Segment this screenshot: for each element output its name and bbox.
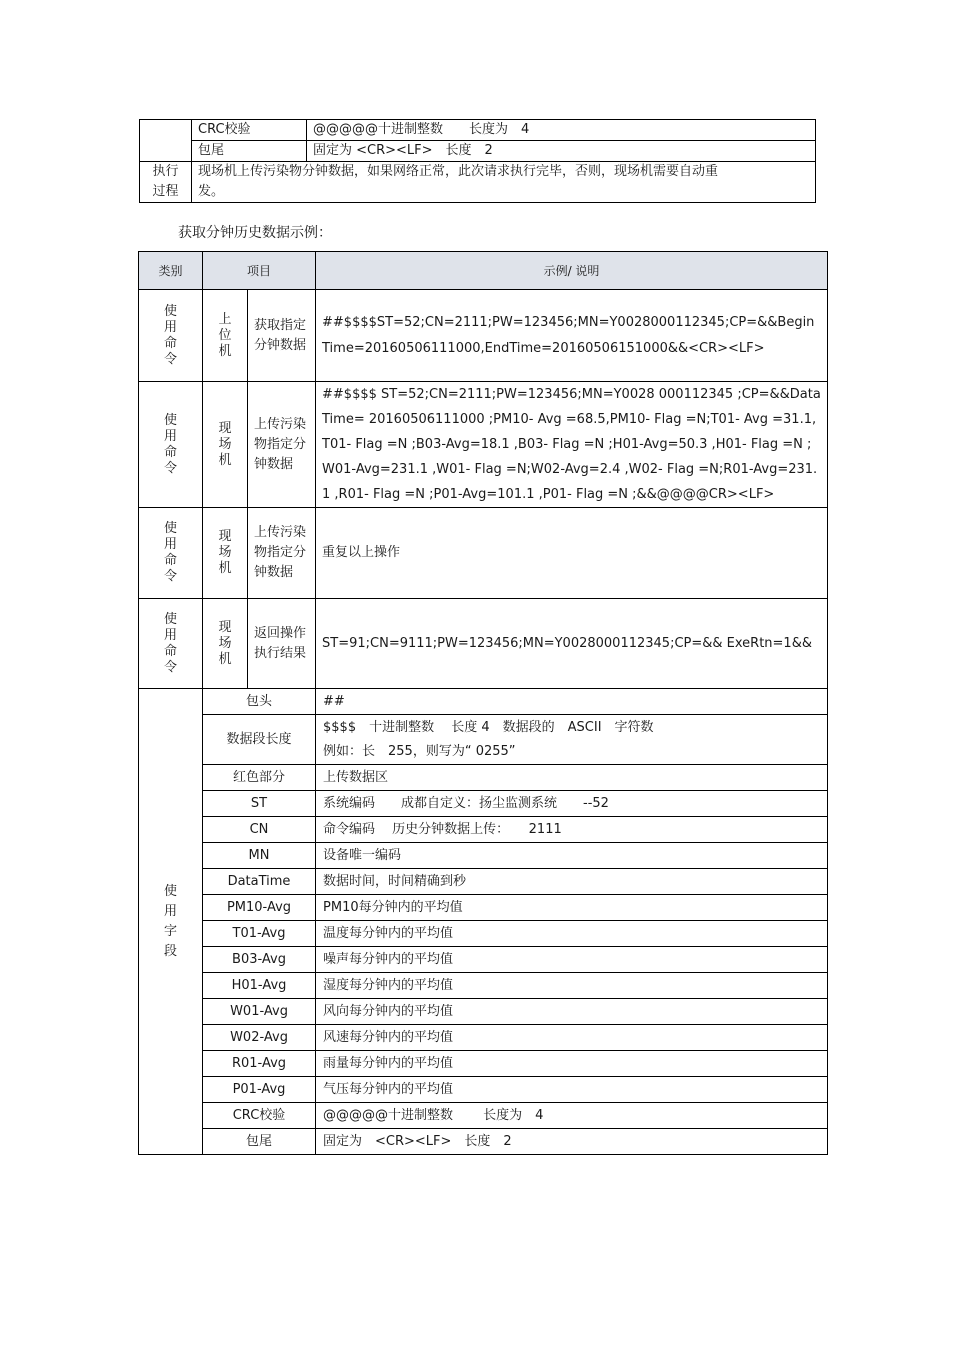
field-desc: 系统编码 成都自定义：扬尘监测系统 --52 (316, 791, 828, 817)
command-desc: ##$$$$ ST=52;CN=2111;PW=123456;MN=Y0028 000112345 ;CP=&&DataTime= 20160506111000 ;PM10- Avg =68.5,PM10- Flag =N;T01- Avg =31.1,T01- Flag =N ;B03-Avg=18.1 ,B03- Flag =N ;H01-Avg=50.3 ,H01- Flag =N ;W01-Avg=231.1 ,W01- Flag =N;W02-Avg=2.4 ,W02- Flag =N;R01-Avg=231.1 ,R01- Flag =N ;P01-Avg=101.1 ,P01- Flag =N ;&&@@@@CR><LF> (316, 382, 828, 508)
table-row (139, 599, 828, 689)
table-row (139, 791, 828, 817)
action-label: 上传污染物指定分钟数据 (248, 382, 316, 508)
table-row (139, 1025, 828, 1051)
field-name: H01-Avg (203, 973, 316, 999)
field-name: 包头 (203, 689, 316, 715)
table-row (139, 508, 828, 599)
field-desc: 数据时间，时间精确到秒 (316, 869, 828, 895)
action-label: 上传污染物指定分钟数据 (248, 508, 316, 599)
field-name: MN (203, 843, 316, 869)
field-desc: 风向每分钟内的平均值 (316, 999, 828, 1025)
source-cell (203, 599, 248, 689)
table-row (139, 895, 828, 921)
table-row (139, 999, 828, 1025)
field-desc: 上传数据区 (316, 765, 828, 791)
field-desc: $$$$ 十进制整数 长度 4 数据段的 ASCII 字符数 (323, 719, 654, 735)
field-name: CRC校验 (192, 120, 307, 141)
table-row (139, 765, 828, 791)
minute-history-example-table (138, 251, 828, 1155)
field-name: P01-Avg (203, 1077, 316, 1103)
header-desc: 示例/ 说明 (316, 252, 828, 290)
table-row (139, 817, 828, 843)
category-label: 使用命令 (163, 303, 177, 367)
command-desc: ST=91;CN=9111;PW=123456;MN=Y0028000112345;CP=&& ExeRtn=1&& (316, 599, 828, 689)
category-cell (139, 599, 203, 689)
field-name: 包尾 (203, 1129, 316, 1155)
section-caption: 获取分钟历史数据示例： (178, 225, 332, 241)
table-row (139, 843, 828, 869)
command-desc: 重复以上操作 (316, 508, 828, 599)
field-name: W01-Avg (203, 999, 316, 1025)
action-label: 返回操作执行结果 (248, 599, 316, 689)
table-row (139, 689, 828, 715)
field-desc: 风速每分钟内的平均值 (316, 1025, 828, 1051)
table-row (140, 162, 816, 203)
table-row (139, 1051, 828, 1077)
field-name: W02-Avg (203, 1025, 316, 1051)
table-row (139, 869, 828, 895)
field-desc: ## (316, 689, 828, 715)
field-desc: 噪声每分钟内的平均值 (316, 947, 828, 973)
field-name: T01-Avg (203, 921, 316, 947)
field-name: 包尾 (192, 141, 307, 162)
field-desc: 设备唯一编码 (316, 843, 828, 869)
source-cell (203, 382, 248, 508)
category-label: 使用命令 (163, 611, 177, 675)
category-label: 使用命令 (163, 412, 177, 476)
source-cell (203, 508, 248, 599)
field-desc-cell (316, 715, 828, 765)
field-name: ST (203, 791, 316, 817)
field-desc: PM10每分钟内的平均值 (316, 895, 828, 921)
table-row (139, 973, 828, 999)
table-row (140, 120, 816, 141)
header-item: 项目 (203, 252, 316, 290)
table-row (139, 290, 828, 382)
action-label: 获取指定分钟数据 (248, 290, 316, 382)
field-value: @@@@@十进制整数 长度为 4 (307, 120, 816, 141)
field-name: R01-Avg (203, 1051, 316, 1077)
category-cell (139, 382, 203, 508)
field-name: B03-Avg (203, 947, 316, 973)
field-desc: @@@@@十进制整数 长度为 4 (316, 1103, 828, 1129)
field-name: CN (203, 817, 316, 843)
source-label: 上位机 (218, 311, 232, 359)
field-value: 固定为 <CR><LF> 长度 2 (307, 141, 816, 162)
category-label: 使用命令 (163, 521, 177, 584)
field-desc: 湿度每分钟内的平均值 (316, 973, 828, 999)
field-name: CRC校验 (203, 1103, 316, 1129)
table-row (139, 715, 828, 765)
command-desc: ##$$$$ST=52;CN=2111;PW=123456;MN=Y0028000112345;CP=&&BeginTime=20160506111000,EndTime=20160506151000&&<CR><LF> (316, 290, 828, 382)
table-header-row (139, 252, 828, 290)
source-label: 现场机 (218, 619, 232, 667)
field-desc: 雨量每分钟内的平均值 (316, 1051, 828, 1077)
field-name: 红色部分 (203, 765, 316, 791)
source-label: 现场机 (218, 420, 232, 468)
field-desc-example: 例如：长 255，则写为“ 0255” (323, 743, 516, 759)
table-row (139, 1077, 828, 1103)
category-label: 使用字段 (163, 883, 177, 959)
table-row (140, 141, 816, 162)
table-row (139, 921, 828, 947)
header-category: 类别 (139, 252, 203, 290)
field-name: 数据段长度 (203, 715, 316, 765)
table-row (139, 382, 828, 508)
table-row (139, 1103, 828, 1129)
field-desc: 温度每分钟内的平均值 (316, 921, 828, 947)
fields-category-cell (139, 689, 203, 1155)
source-label: 现场机 (218, 529, 232, 576)
protocol-fragment-table (139, 119, 816, 203)
table-row (139, 1129, 828, 1155)
field-name: PM10-Avg (203, 895, 316, 921)
process-text: 现场机上传污染物分钟数据，如果网络正常，此次请求执行完毕，否则，现场机需要自动重发。 (192, 162, 816, 203)
table-row (139, 947, 828, 973)
field-desc: 气压每分钟内的平均值 (316, 1077, 828, 1103)
category-cell (139, 508, 203, 599)
field-name: DataTime (203, 869, 316, 895)
process-label: 执行过程 (140, 162, 192, 203)
empty-cell (140, 120, 192, 162)
field-desc: 固定为 <CR><LF> 长度 2 (316, 1129, 828, 1155)
field-desc: 命令编码 历史分钟数据上传： 2111 (316, 817, 828, 843)
source-cell (203, 290, 248, 382)
category-cell (139, 290, 203, 382)
